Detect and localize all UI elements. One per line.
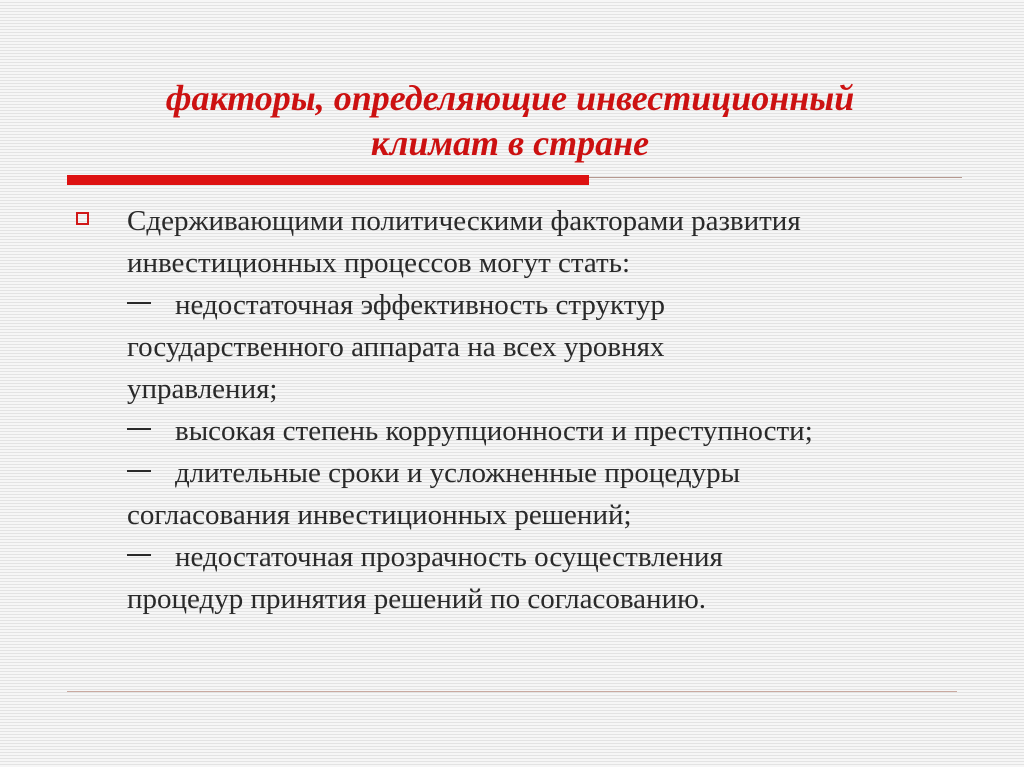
list-item-1-cont-2: управления; bbox=[127, 373, 278, 405]
em-dash-icon bbox=[127, 302, 151, 304]
list-item-2 bbox=[127, 410, 967, 452]
list-item-1-cont-1: государственного аппарата на всех уровнях bbox=[127, 331, 665, 363]
list-item-2-text: высокая степень коррупционности и преступности; bbox=[175, 415, 813, 447]
slide-title bbox=[60, 76, 960, 166]
slide-title-line-2: климат в стране bbox=[370, 123, 650, 163]
em-dash-icon bbox=[127, 554, 151, 556]
list-item-1 bbox=[127, 284, 967, 326]
em-dash-icon bbox=[127, 470, 151, 472]
list-item-3-cont-1: согласования инвестиционных решений; bbox=[127, 499, 632, 531]
slide-body-text bbox=[127, 200, 967, 620]
list-item-3 bbox=[127, 452, 967, 494]
list-item-4 bbox=[127, 536, 967, 578]
hollow-square-bullet-icon bbox=[76, 212, 89, 225]
em-dash-icon bbox=[127, 428, 151, 430]
slide-title-line-1: факторы, определяющие инвестиционный bbox=[165, 78, 855, 118]
title-divider-line bbox=[589, 177, 962, 178]
title-accent-bar bbox=[67, 175, 589, 185]
list-item-1-text: недостаточная эффективность структур bbox=[175, 289, 666, 321]
list-item-4-cont-1: процедур принятия решений по согласованию. bbox=[127, 583, 707, 615]
intro-line-2: инвестиционных процессов могут стать: bbox=[127, 247, 630, 279]
footer-divider-line bbox=[67, 691, 957, 692]
intro-line-1: Сдерживающими политическими факторами развития bbox=[127, 205, 801, 237]
list-item-4-text: недостаточная прозрачность осуществления bbox=[175, 541, 723, 573]
list-item-3-text: длительные сроки и усложненные процедуры bbox=[175, 457, 741, 489]
